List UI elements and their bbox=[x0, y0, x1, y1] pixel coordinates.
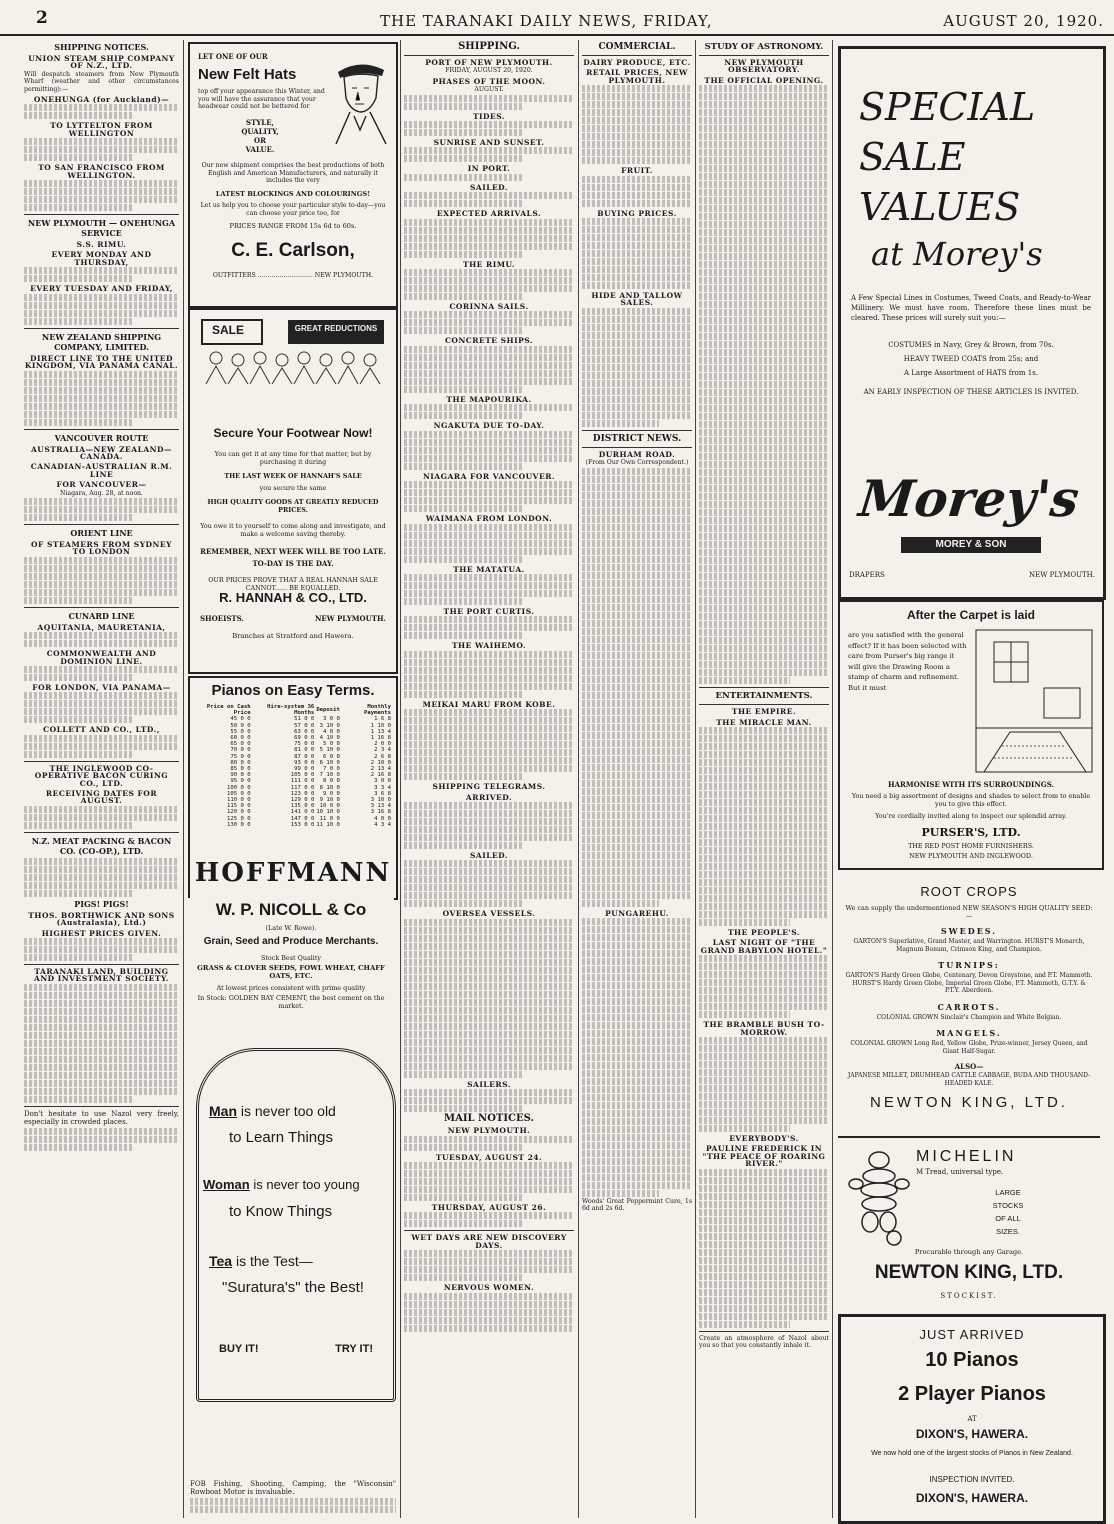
inglewood-bacon: THE INGLEWOOD CO-OPERATIVE BACON CURING CO., LTD. bbox=[34, 763, 169, 788]
heading-shipping-notices: SHIPPING NOTICES. bbox=[54, 42, 149, 52]
piano-price-table bbox=[194, 704, 392, 828]
gentleman-in-hat-illustration bbox=[330, 52, 390, 144]
port-new-plymouth: PORT OF NEW PLYMOUTH. bbox=[425, 58, 553, 67]
woman-word: Woman bbox=[203, 1177, 250, 1192]
orient-sub: OF STEAMERS FROM SYDNEY TO LONDON bbox=[31, 539, 172, 557]
felt-body: top off your appearance this Winter, and you will have the assurance that your headwear could not be bettered for bbox=[198, 88, 325, 111]
heading-vancouver-route: VANCOUVER ROUTE bbox=[54, 432, 149, 443]
new-felt-hats: New Felt Hats bbox=[198, 66, 297, 83]
tea-word: Tea bbox=[209, 1253, 233, 1269]
piano-price-cell: 2 3 4 bbox=[374, 747, 391, 754]
nervous-women: NERVOUS WOMEN. bbox=[443, 1283, 535, 1293]
pursers-carpet-advert bbox=[838, 600, 1104, 870]
early-inspection: AN EARLY INSPECTION OF THESE ARTICLES IS INVITED. bbox=[863, 388, 1079, 396]
ngakuta-due: NGAKUTA DUE TO-DAY. bbox=[433, 421, 545, 431]
root-crops-advert bbox=[838, 880, 1100, 1134]
piano-price-cell: 2 13 4 bbox=[370, 766, 391, 773]
piano-price-cell: 10 10 0 bbox=[316, 809, 340, 816]
heading-commercial: COMMERCIAL. bbox=[598, 42, 676, 52]
owe-it-line: You owe it to yourself to come along and investigate, and make a welcome saving thereby. bbox=[200, 522, 386, 538]
every-monday: EVERY MONDAY AND THURSDAY, bbox=[51, 250, 152, 267]
piano-price-cell: 3 0 0 bbox=[374, 778, 391, 785]
hannah-new-plymouth: NEW PLYMOUTH. bbox=[315, 614, 386, 623]
turnips-heading: TURNIPS: bbox=[938, 960, 1000, 970]
piano-price-cell: 111 0 0 bbox=[290, 778, 315, 785]
piano-price-cell: 6 0 0 bbox=[323, 753, 340, 760]
largest-stocks: We now hold one of the largest stocks of Pianos in New Zealand. bbox=[871, 1450, 1073, 1457]
hannah-company: R. HANNAH & CO., LTD. bbox=[219, 590, 367, 605]
piano-price-cell: 3 10 0 bbox=[319, 722, 340, 729]
the-empire: THE EMPIRE. bbox=[731, 707, 797, 717]
room-interior-illustration bbox=[974, 628, 1094, 774]
page-number: 2 bbox=[36, 8, 48, 28]
carrots-heading: CARROTS. bbox=[937, 1002, 1001, 1012]
lowest-prices-line: At lowest prices consistent with prime quality bbox=[216, 984, 366, 992]
heading-onehunga: ONEHUNGA (for Auckland)— bbox=[33, 95, 170, 105]
pursers-name: PURSER'S, LTD. bbox=[921, 826, 1021, 839]
large-word: LARGE bbox=[995, 1188, 1021, 1197]
stocks-word: STOCKS bbox=[992, 1201, 1024, 1210]
tea-rest: is the Test— bbox=[235, 1253, 313, 1269]
also-heading: ALSO— bbox=[954, 1062, 984, 1071]
piano-price-cell: 141 0 0 bbox=[290, 809, 315, 816]
dixons-hawera-2: DIXON'S, HAWERA. bbox=[915, 1491, 1029, 1505]
piano-price-cell: 75 0 0 bbox=[294, 741, 315, 748]
values-word: VALUES bbox=[859, 185, 1021, 229]
piano-price-cell: 1 16 8 bbox=[370, 735, 391, 742]
shoeists: SHOEISTS. bbox=[200, 614, 244, 623]
aus-nz-canada: AUSTRALIA—NEW ZEALAND—CANADA. bbox=[30, 444, 173, 461]
concrete-ships: CONCRETE SHIPS. bbox=[444, 336, 534, 346]
our-prices-line: OUR PRICES PROVE THAT A REAL HANNAH SALE CANNOT...... BE EQUALLED. bbox=[208, 576, 378, 592]
august-label: AUGUST. bbox=[474, 86, 504, 94]
heading-nz-shipping: NEW ZEALAND SHIPPING COMPANY, LIMITED. bbox=[41, 331, 162, 352]
piano-price-cell: 11 10 0 bbox=[316, 821, 340, 828]
piano-price-cell: 135 0 0 bbox=[290, 803, 315, 810]
late-rowe: (Late W. Rowe). bbox=[265, 924, 317, 932]
piano-price-cell: 4 0 0 bbox=[374, 815, 391, 822]
pauline-frederick: PAULINE FREDERICK IN "THE PEACE OF ROARING RIVER." bbox=[702, 1144, 826, 1169]
latest-blockings: LATEST BLOCKINGS AND COLOURINGS! bbox=[215, 190, 371, 198]
fruit: FRUIT. bbox=[621, 166, 653, 176]
golden-bay-cement: In Stock: GOLDEN BAY CEMENT, the best cement on the market. bbox=[197, 994, 385, 1010]
miracle-man: THE MIRACLE MAN. bbox=[716, 717, 812, 727]
inspection-invited: INSPECTION INVITED. bbox=[929, 1475, 1015, 1484]
to-know-things: to Know Things bbox=[229, 1203, 333, 1220]
column-shipping-notices bbox=[24, 40, 179, 1518]
piano-price-cell: 8 10 0 bbox=[319, 784, 340, 791]
piano-price-cell: 90 0 0 bbox=[230, 772, 251, 779]
outfitters-line: OUTFITTERS ............................ NEW PLYMOUTH. bbox=[212, 272, 374, 279]
or-word: OR bbox=[254, 136, 266, 145]
piano-price-cell: 5 10 0 bbox=[319, 747, 340, 754]
at-moreys: at Morey's bbox=[871, 235, 1043, 273]
meikai-maru: MEIKAI MARU FROM KOBE. bbox=[422, 699, 556, 709]
piano-col-deposit: Deposit bbox=[316, 707, 340, 714]
piano-price-cell: 7 0 0 bbox=[323, 766, 340, 773]
mail-notices: MAIL NOTICES. bbox=[444, 1113, 534, 1125]
newspaper-title: THE TARANAKI DAILY NEWS, FRIDAY, bbox=[380, 12, 713, 30]
piano-price-cell: 4 10 0 bbox=[319, 735, 340, 742]
piano-price-cell: 2 6 8 bbox=[374, 753, 391, 760]
heading-onehunga-service: NEW PLYMOUTH — ONEHUNGA SERVICE bbox=[27, 218, 176, 239]
michelin-name: MICHELIN bbox=[916, 1148, 1017, 1165]
newton-king-michelin: NEWTON KING, LTD. bbox=[874, 1262, 1064, 1283]
piano-price-cell: 3 0 0 bbox=[323, 716, 340, 723]
piano-price-cell: 4 0 0 bbox=[323, 728, 340, 735]
secure-line-2: you secure the same bbox=[259, 484, 327, 492]
red-post: THE RED POST HOME FURNISHERS. bbox=[908, 842, 1034, 850]
carlson-name: C. E. Carlson, bbox=[231, 240, 355, 261]
tuesday-aug-24: TUESDAY, AUGUST 24. bbox=[435, 1152, 543, 1162]
piano-price-cell: 55 0 0 bbox=[230, 728, 251, 735]
piano-col-monthly: Monthly Payments bbox=[364, 704, 391, 717]
piano-price-cell: 120 0 0 bbox=[227, 809, 251, 816]
the-rimu: THE RIMU. bbox=[462, 259, 515, 269]
today-line: TO-DAY IS THE DAY. bbox=[252, 559, 334, 568]
heading-shipping: SHIPPING. bbox=[458, 41, 520, 52]
column-rule bbox=[400, 40, 401, 1518]
study-astronomy: STUDY OF ASTRONOMY. bbox=[704, 42, 824, 52]
moreys-logo: Morey's bbox=[856, 469, 1082, 528]
shipment-text: Our new shipment comprises the best productions of both English and American Manufacturers, and naturally it includes the very bbox=[201, 162, 385, 185]
let-one-of-our: LET ONE OF OUR bbox=[198, 52, 268, 61]
last-night-babylon: LAST NIGHT OF "THE GRAND BABYLON HOTEL." bbox=[700, 938, 828, 955]
piano-price-cell: 95 0 0 bbox=[230, 778, 251, 785]
bramble-bush: THE BRAMBLE BUSH TO-MORROW. bbox=[703, 1020, 825, 1037]
heavy-tweed-line: HEAVY TWEED COATS from 25s; and bbox=[903, 355, 1039, 363]
secure-footwear-headline: Secure Your Footwear Now! bbox=[213, 426, 373, 440]
stock-line: Stock Best Quality bbox=[260, 954, 322, 962]
man-rest: is never too old bbox=[240, 1103, 336, 1119]
issue-date: AUGUST 20, 1920. bbox=[943, 12, 1104, 30]
column-shipping bbox=[404, 40, 574, 1518]
sailed-telegram: SAILED. bbox=[469, 850, 509, 860]
piano-price-cell: 130 0 0 bbox=[227, 821, 251, 828]
fob-text: FOB Fishing, Shooting, Camping, the "Wisconsin" Rowboat Motor is invaluable. bbox=[190, 1480, 396, 1497]
piano-price-cell: 81 0 0 bbox=[294, 747, 315, 754]
piano-price-cell: 11 0 0 bbox=[319, 815, 340, 822]
high-quality-line: HIGH QUALITY GOODS AT GREATLY REDUCED PRICES. bbox=[207, 498, 379, 514]
carrots-body: COLONIAL GROWN Sinclair's Champion and White Belgian. bbox=[876, 1014, 1062, 1021]
the-peoples: THE PEOPLE'S. bbox=[727, 928, 801, 938]
oversea-vessels: OVERSEA VESSELS. bbox=[442, 909, 536, 919]
buy-it: BUY IT! bbox=[219, 1343, 259, 1355]
to-learn-things: to Learn Things bbox=[229, 1129, 333, 1146]
woman-rest: is never too young bbox=[253, 1177, 360, 1192]
piano-price-cell: 5 0 0 bbox=[323, 741, 340, 748]
piano-price-cell: 2 10 0 bbox=[370, 759, 391, 766]
mail-new-plymouth: NEW PLYMOUTH. bbox=[447, 1126, 531, 1136]
piano-price-cell: 70 0 0 bbox=[230, 747, 251, 754]
nazol-create: Create an atmosphere of Nazol about you so that you constantly inhale it. bbox=[699, 1334, 829, 1350]
heading-cunard-line: CUNARD LINE bbox=[68, 610, 135, 621]
hannah-footwear-advert bbox=[188, 308, 398, 674]
value-word: VALUE. bbox=[245, 145, 275, 154]
after-carpet-headline: After the Carpet is laid bbox=[906, 608, 1036, 622]
the-matatua: THE MATATUA. bbox=[453, 564, 525, 574]
hats-line: A Large Assortment of HATS from 1s. bbox=[903, 369, 1039, 377]
style-word: STYLE, bbox=[246, 118, 274, 127]
nz-meat-packing: N.Z. MEAT PACKING & BACON CO. (CO-OP.), LTD. bbox=[31, 835, 172, 856]
carlson-felt-hats-advert bbox=[188, 42, 398, 308]
pianos-easy-terms-advert bbox=[188, 676, 398, 900]
nazol-advert: Don't hesitate to use Nazol very freely, especially in crowded places. bbox=[24, 1109, 179, 1127]
ten-pianos: 10 Pianos bbox=[925, 1349, 1019, 1371]
highest-prices: HIGHEST PRICES GIVEN. bbox=[41, 928, 162, 938]
column-rule bbox=[695, 40, 696, 1518]
turnips-body: GARTON'S Hardy Green Globe, Centenary, Devon Greystone, and P.T. Mammoth. HURST'S Hardy Green Globe, Imperial Green Globe, P.T. Mammoth, G.T.Y. & P.T.Y. Aberdeen. bbox=[845, 972, 1093, 995]
every-tuesday: EVERY TUESDAY AND FRIDAY, bbox=[30, 284, 173, 294]
nicoll-grain-advert bbox=[188, 898, 394, 1012]
piano-price-cell: 110 0 0 bbox=[227, 797, 251, 804]
grass-clover-line: GRASS & CLOVER SEEDS, FOWL WHEAT, CHAFF OATS, ETC. bbox=[197, 964, 385, 980]
column-rule bbox=[183, 40, 184, 1518]
column-commercial bbox=[582, 40, 692, 1518]
heading-orient-line: ORIENT LINE bbox=[70, 527, 133, 538]
piano-price-cell: 51 0 0 bbox=[294, 716, 315, 723]
piano-price-cell: 10 0 0 bbox=[319, 803, 340, 810]
let-us-help: Let us help you to choose your particular style to-day—you can choose your price too, for bbox=[200, 202, 386, 217]
borthwick: THOS. BORTHWICK AND SONS (Australasia), Ltd.) bbox=[28, 910, 175, 928]
expected-arrivals: EXPECTED ARRIVALS. bbox=[436, 209, 542, 219]
canadian-australian-line: CANADIAN-AUSTRALIAN R.M. LINE bbox=[30, 462, 173, 479]
sale-word: SALE bbox=[859, 135, 966, 179]
retail-prices: RETAIL PRICES, NEW PLYMOUTH. bbox=[586, 68, 688, 85]
just-arrived: JUST ARRIVED bbox=[919, 1327, 1025, 1342]
tides: TIDES. bbox=[472, 111, 506, 121]
piano-price-cell: 50 0 0 bbox=[230, 722, 251, 729]
piano-price-cell: 80 0 0 bbox=[230, 759, 251, 766]
piano-price-cell: 125 0 0 bbox=[227, 815, 251, 822]
piano-price-cell: 7 10 0 bbox=[319, 772, 340, 779]
piano-price-cell: 8 0 0 bbox=[323, 778, 340, 785]
remember-line: REMEMBER, NEXT WEEK WILL BE TOO LATE. bbox=[200, 547, 386, 556]
secure-line-1: You can get it at any time for that matter, but by purchasing it during bbox=[214, 450, 372, 466]
dairy-produce: DAIRY PRODUCE, ETC. bbox=[583, 58, 691, 67]
commonwealth-line: COMMONWEALTH AND DOMINION LINE. bbox=[46, 649, 157, 666]
niagara-vancouver: NIAGARA FOR VANCOUVER. bbox=[422, 471, 556, 481]
piano-price-cell: 63 0 0 bbox=[294, 728, 315, 735]
prices-range: PRICES RANGE FROM 15s 6d to 60s. bbox=[229, 222, 357, 230]
sunrise-sunset: SUNRISE AND SUNSET. bbox=[433, 138, 545, 148]
last-week-line: THE LAST WEEK OF HANNAH'S SALE bbox=[224, 472, 362, 480]
masthead bbox=[0, 0, 1114, 36]
piano-price-cell: 75 0 0 bbox=[230, 753, 251, 760]
swedes-body: GARTON'S Superlative, Grand Master, and Warrington. HURST'S Monarch, Magnum Bonum, Crimson King, and Champion. bbox=[853, 938, 1085, 953]
sailed: SAILED. bbox=[469, 182, 509, 192]
try-it: TRY IT! bbox=[335, 1343, 373, 1355]
everybodys: EVERYBODY'S. bbox=[729, 1134, 799, 1144]
piano-price-cell: 3 6 8 bbox=[374, 790, 391, 797]
column-rule bbox=[832, 40, 833, 1518]
piano-col-hire: Hire-system 36 Months bbox=[267, 704, 315, 717]
moreys-special-sale-advert bbox=[838, 46, 1106, 600]
cunard-sub: AQUITANIA, MAURETANIA, bbox=[37, 622, 166, 632]
swedes-heading: SWEDES. bbox=[940, 926, 998, 936]
the-waihemo: THE WAIHEMO. bbox=[451, 641, 527, 651]
taranaki-land-society: TARANAKI LAND, BUILDING AND INVESTMENT SOCIETY. bbox=[34, 967, 169, 984]
newton-king-name: NEWTON KING, LTD. bbox=[870, 1094, 1068, 1111]
root-body: We can supply the undermentioned NEW SEASON'S HIGH QUALITY SEED:— bbox=[845, 904, 1093, 920]
pungarehu: PUNGAREHU. bbox=[605, 908, 669, 918]
suratura-tea-advert bbox=[196, 1048, 396, 1402]
piano-price-cell: 147 0 0 bbox=[290, 815, 315, 822]
piano-price-cell: 69 0 0 bbox=[294, 735, 315, 742]
piano-price-cell: 115 0 0 bbox=[227, 803, 251, 810]
official-opening: THE OFFICIAL OPENING. bbox=[704, 75, 824, 85]
morey-son-banner: MOREY & SON bbox=[901, 537, 1041, 553]
quality-word: QUALITY, bbox=[241, 127, 279, 136]
union-body: Will despatch steamers from New Plymouth Wharf (weather and other circumstances permitting):— bbox=[24, 70, 179, 93]
piano-price-cell: 3 16 8 bbox=[370, 809, 391, 816]
buying-prices: BUYING PRICES. bbox=[597, 208, 677, 218]
in-port: IN PORT. bbox=[467, 164, 511, 174]
direct-line: DIRECT LINE TO THE UNITED KINGDOM, VIA PANAMA CANAL. bbox=[24, 353, 179, 371]
costumes-line: COSTUMES in Navy, Grey & Brown, from 70s. bbox=[888, 341, 1054, 349]
drapers: DRAPERS bbox=[849, 571, 885, 579]
dixons-pianos-advert bbox=[838, 1314, 1106, 1524]
pianos-headline: Pianos on Easy Terms. bbox=[211, 682, 375, 699]
the-mapourika: THE MAPOURIKA. bbox=[446, 394, 532, 404]
shipping-telegrams: SHIPPING TELEGRAMS. bbox=[432, 782, 546, 792]
piano-price-cell: 2 16 8 bbox=[370, 772, 391, 779]
piano-price-cell: 2 0 0 bbox=[374, 741, 391, 748]
piano-price-cell: 123 0 0 bbox=[290, 790, 315, 797]
receiving-dates: RECEIVING DATES FOR AUGUST. bbox=[45, 789, 158, 806]
thursday-aug-26: THURSDAY, AUGUST 26. bbox=[431, 1202, 547, 1212]
two-player-pianos: 2 Player Pianos bbox=[898, 1383, 1046, 1405]
man-word: Man bbox=[209, 1103, 237, 1119]
niagara-sailing: Niagara, Aug. 28, at noon. bbox=[60, 489, 143, 497]
port-curtis: THE PORT CURTIS. bbox=[443, 606, 535, 616]
heading-to-san-francisco: TO SAN FRANCISCO FROM WELLINGTON. bbox=[38, 163, 165, 180]
heading-union-company: UNION STEAM SHIP COMPANY OF N.Z., LTD. bbox=[28, 54, 175, 71]
hide-tallow: HIDE AND TALLOW SALES. bbox=[591, 291, 683, 308]
durham-road: DURHAM ROAD. bbox=[598, 449, 676, 459]
few-special-lines: A Few Special Lines in Costumes, Tweed Coats, and Ready-to-Wear Millinery. We must have room. Therefore these lines must be cleared. These prices will surely suit you:— bbox=[851, 294, 1091, 322]
ss-rimu: S.S. RIMU. bbox=[76, 240, 127, 250]
nicoll-name: W. P. NICOLL & Co bbox=[215, 900, 367, 919]
entertainments: ENTERTAINMENTS. bbox=[715, 691, 813, 702]
for-london: FOR LONDON, VIA PANAMA— bbox=[32, 682, 171, 692]
phases-moon: PHASES OF THE MOON. bbox=[432, 76, 546, 86]
piano-price-cell: 3 13 4 bbox=[370, 803, 391, 810]
arrived: ARRIVED. bbox=[465, 792, 513, 802]
heading-to-lyttelton: TO LYTTELTON FROM WELLINGTON bbox=[50, 121, 153, 138]
michelin-advert bbox=[838, 1136, 1100, 1312]
carpet-body: are you satisfied with the general effect? If it has been selected with care from Purser's big range it will give the Drawing Room a stamp of charm and refinement. But it must bbox=[848, 631, 967, 692]
hoffmann-logo: HOFFMANN bbox=[194, 858, 392, 888]
mangels-heading: MANGELS. bbox=[936, 1028, 1002, 1038]
m-tread: M Tread, universal type. bbox=[916, 1168, 1004, 1176]
fob-motor-advert bbox=[190, 1480, 396, 1518]
branches-line: Branches at Stratford and Hawera. bbox=[232, 632, 354, 640]
piano-price-cell: 85 0 0 bbox=[230, 766, 251, 773]
procurable: Procurable through any Garage. bbox=[914, 1248, 1024, 1256]
special-word: SPECIAL bbox=[859, 85, 1036, 129]
np-observatory: NEW PLYMOUTH OBSERVATORY. bbox=[724, 58, 804, 75]
harmonise-line: HARMONISE WITH ITS SURROUNDINGS. bbox=[888, 780, 1054, 789]
column-rule bbox=[578, 40, 579, 1518]
sale-sign: SALE bbox=[211, 323, 244, 337]
piano-price-row bbox=[194, 822, 392, 828]
woods-peppermint: Woods' Great Peppermint Cure, 1s 6d and 2s 6d. bbox=[582, 1198, 692, 1213]
piano-price-cell: 129 0 0 bbox=[290, 797, 315, 804]
column-astronomy-entertainments bbox=[699, 40, 829, 1518]
piano-price-cell: 1 6 8 bbox=[374, 716, 391, 723]
for-vancouver: FOR VANCOUVER— bbox=[56, 480, 147, 490]
piano-price-cell: 3 3 4 bbox=[374, 784, 391, 791]
piano-price-cell: 9 0 0 bbox=[323, 790, 340, 797]
piano-price-cell: 117 0 0 bbox=[290, 784, 315, 791]
carpet-body-2: You need a big assortment of designs and shades to select from to enable you to give this effect. bbox=[851, 792, 1091, 808]
sailers: SAILERS. bbox=[467, 1079, 511, 1089]
piano-price-cell: 45 0 0 bbox=[230, 716, 251, 723]
piano-price-cell: 1 10 0 bbox=[370, 722, 391, 729]
piano-price-cell: 3 10 0 bbox=[370, 797, 391, 804]
piano-col-cash: Price on Cash Price bbox=[206, 704, 251, 717]
root-crops-headline: ROOT CROPS bbox=[920, 884, 1018, 899]
sizes-word: SIZES. bbox=[996, 1227, 1020, 1236]
wet-days: WET DAYS ARE NEW DISCOVERY DAYS. bbox=[411, 1233, 567, 1250]
piano-price-cell: 87 0 0 bbox=[294, 753, 315, 760]
great-reductions-sign: GREAT REDUCTIONS bbox=[294, 324, 378, 333]
mangels-body: COLONIAL GROWN Long Red, Yellow Globe, Prize-winner, Jersey Queen, and Giant Half-Sugar. bbox=[850, 1040, 1088, 1055]
suratura-best: "Suratura's" the Best! bbox=[222, 1279, 364, 1296]
piano-price-cell: 65 0 0 bbox=[230, 741, 251, 748]
piano-price-cell: 57 0 0 bbox=[294, 722, 315, 729]
own-correspondent: (From Our Own Correspondent.) bbox=[585, 459, 689, 467]
grain-merchants: Grain, Seed and Produce Merchants. bbox=[203, 936, 379, 947]
waimana-london: WAIMANA FROM LONDON. bbox=[425, 514, 553, 524]
piano-price-cell: 105 0 0 bbox=[227, 790, 251, 797]
piano-price-cell: 4 3 4 bbox=[374, 821, 391, 828]
drapers-np: NEW PLYMOUTH. bbox=[1029, 571, 1095, 579]
of-all-word: OF ALL bbox=[995, 1214, 1021, 1223]
dixons-hawera: DIXON'S, HAWERA. bbox=[915, 1427, 1029, 1441]
piano-price-cell: 105 0 0 bbox=[290, 772, 315, 779]
piano-price-cell: 60 0 0 bbox=[230, 735, 251, 742]
pigs-heading: PIGS! PIGS! bbox=[74, 898, 129, 909]
at-word: AT bbox=[967, 1415, 977, 1423]
district-news: DISTRICT NEWS. bbox=[592, 433, 682, 444]
np-inglewood: NEW PLYMOUTH AND INGLEWOOD. bbox=[909, 852, 1033, 860]
friday-date: FRIDAY, AUGUST 20, 1920. bbox=[445, 67, 533, 75]
corinna-sails: CORINNA SAILS. bbox=[449, 302, 529, 312]
piano-price-cell: 93 0 0 bbox=[294, 759, 315, 766]
cordially-invited: You're cordially invited along to inspect our splendid array. bbox=[875, 812, 1067, 820]
piano-price-cell: 6 10 0 bbox=[319, 759, 340, 766]
piano-price-cell: 99 0 0 bbox=[294, 766, 315, 773]
stockist: STOCKIST. bbox=[940, 1292, 998, 1300]
piano-price-cell: 9 10 0 bbox=[319, 797, 340, 804]
piano-price-cell: 1 13 4 bbox=[370, 728, 391, 735]
piano-price-cell: 100 0 0 bbox=[227, 784, 251, 791]
piano-price-cell: 153 0 0 bbox=[290, 821, 315, 828]
also-body: JAPANESE MILLET, DRUMHEAD CATTLE CABBAGE, BUDA AND THOUSAND-HEADED KALE. bbox=[847, 1072, 1091, 1087]
collett-co: COLLETT AND CO., LTD., bbox=[43, 725, 160, 735]
michelin-man-icon bbox=[846, 1146, 912, 1246]
